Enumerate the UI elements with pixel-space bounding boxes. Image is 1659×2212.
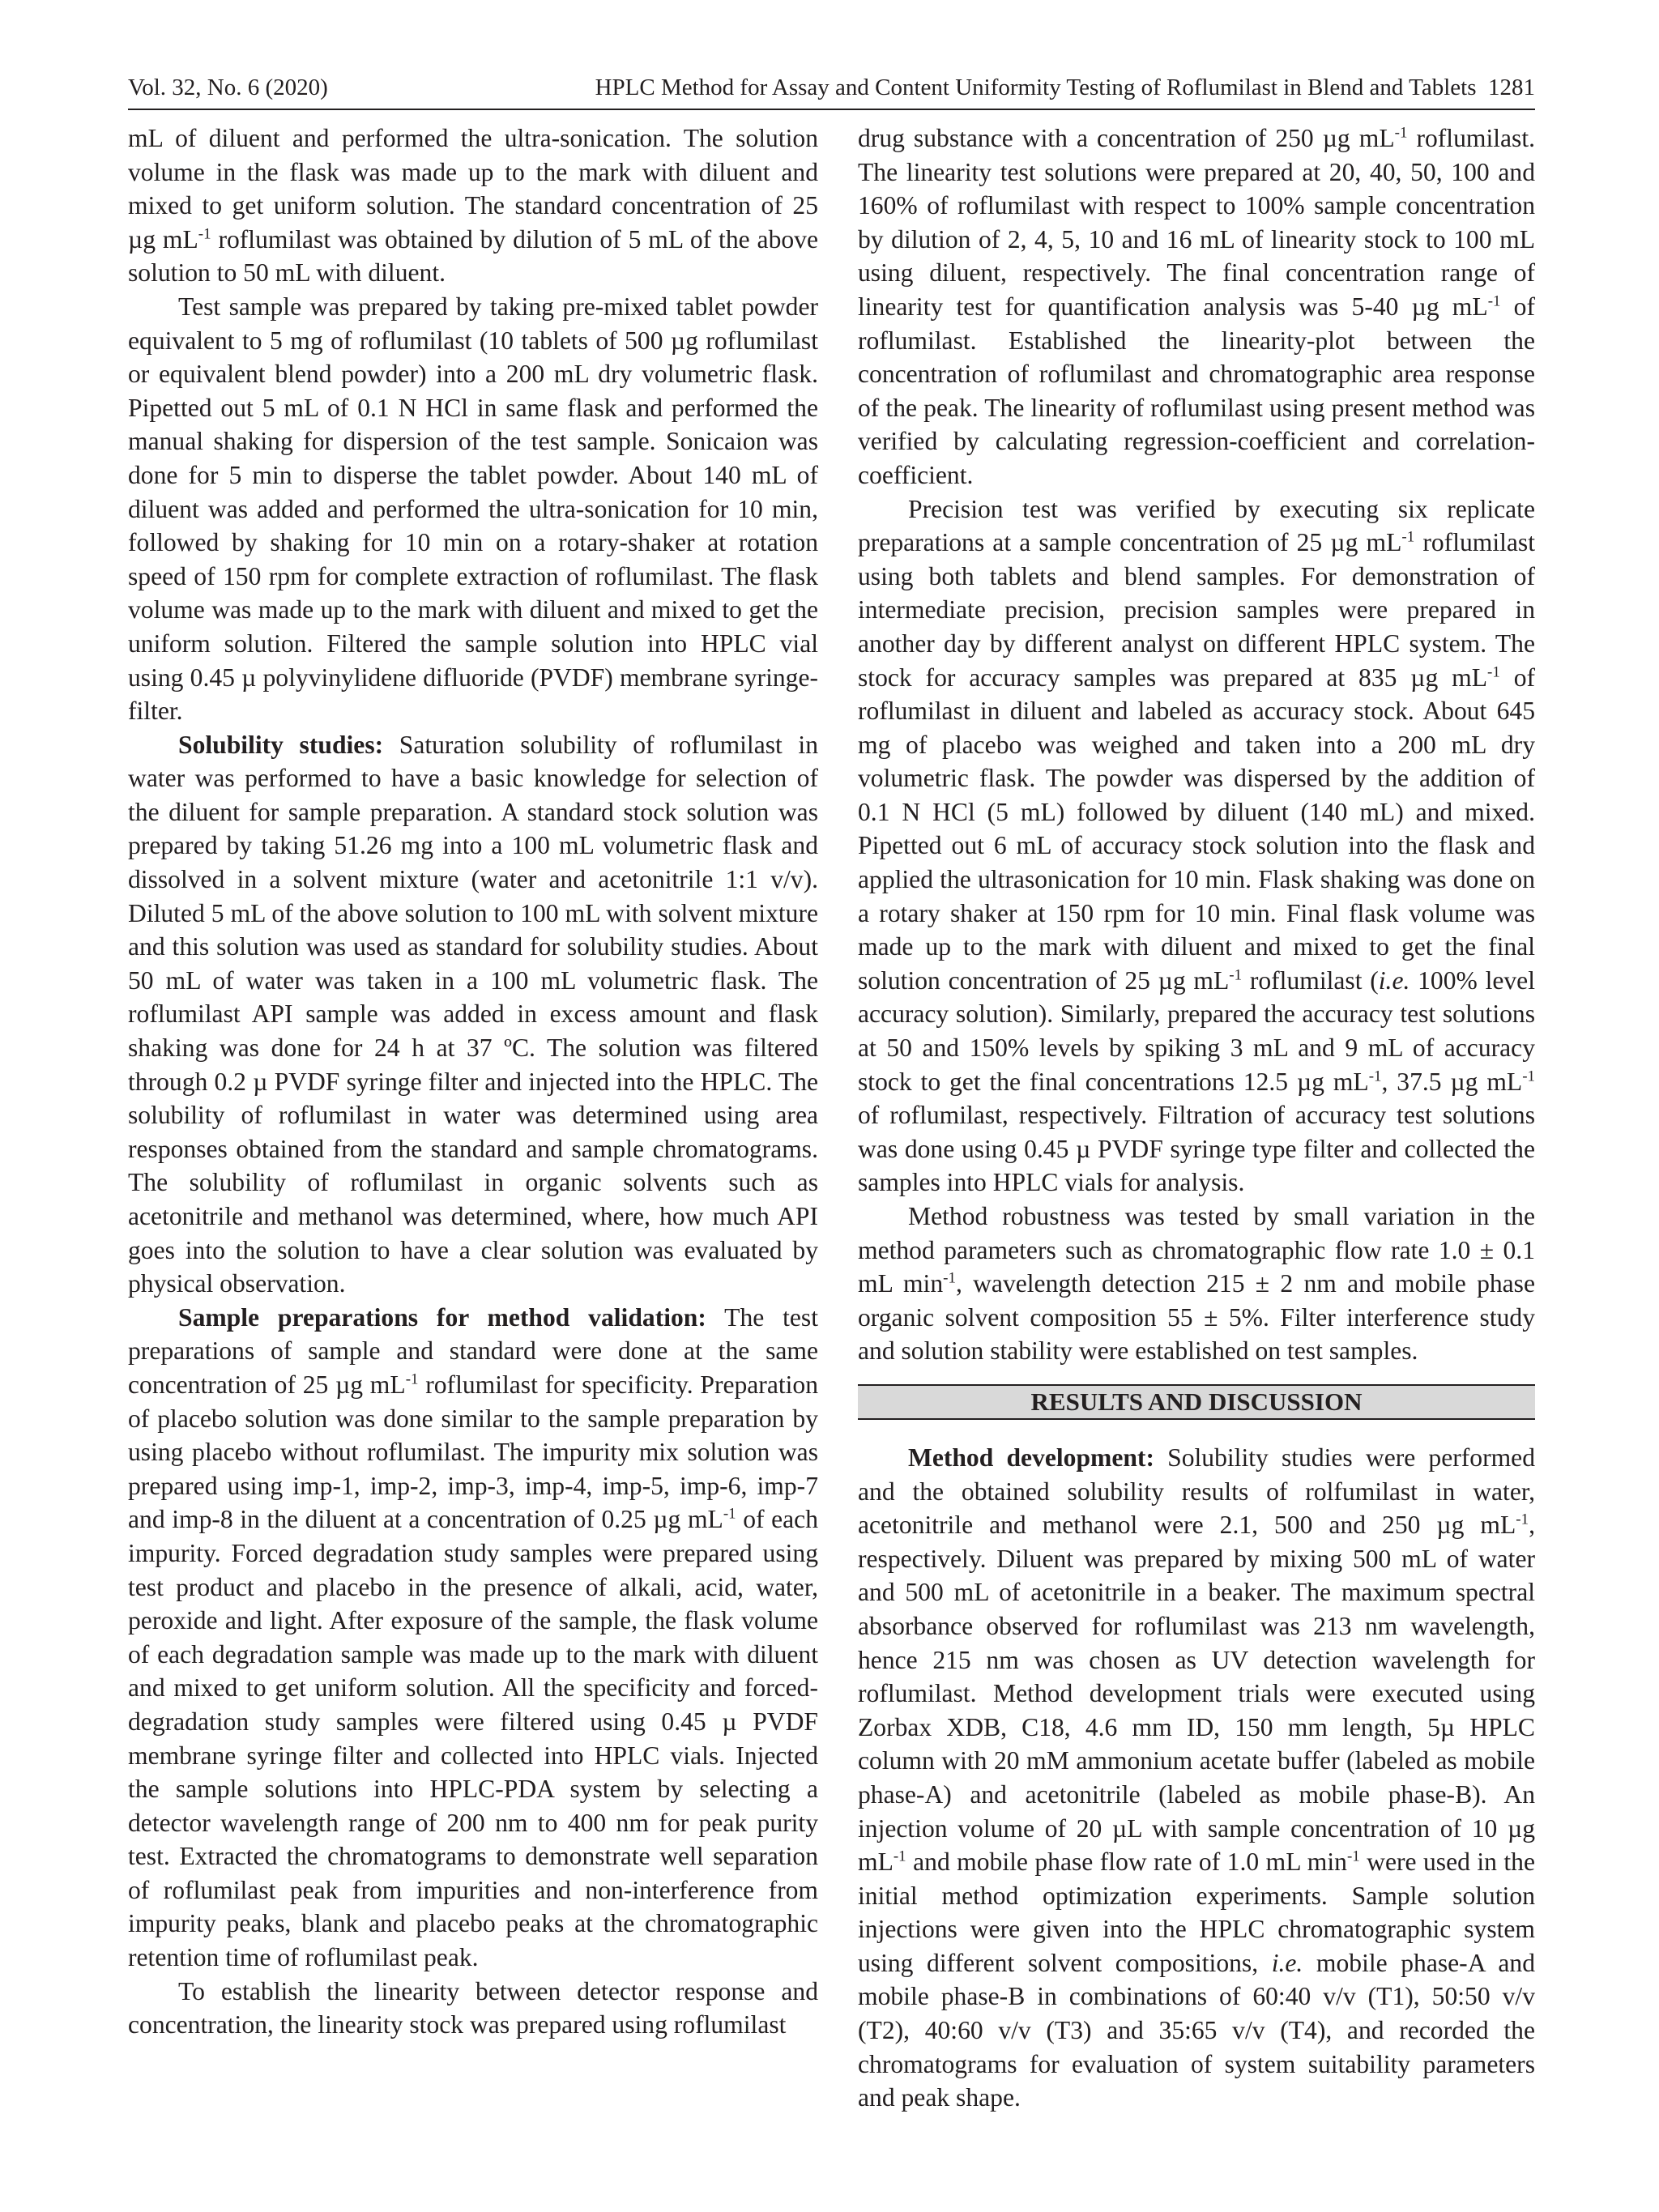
text-run: Saturation solubility of roflumilast in water was performed to have a basic knowledge for selection of the diluent for sample preparation. A standard stock solution was prepared by taking 51.26 mg into a 100 mL volumetric flask and dissolved in a solvent mixture (water and acetonitrile 1:1 v/v). Diluted 5 mL of the above solution to 100 mL with solvent mixture and this solution was used as standard for solubility studies. About 50 mL of water was taken in a 100 mL volumetric flask. The roflumilast API sample was added in excess amount and flask shaking was done for 24 h at 37 ºC. The solution was filtered through 0.2 µ PVDF syringe filter and injected into the HPLC. The solubility of roflumilast in water was determined using area responses obtained from the standard and sample chromatograms. The solubility of roflumilast in organic solvents such as acetonitrile and methanol was determined, where, how much API goes into the solution to have a clear solution was evaluated by physical observation.: [128, 730, 818, 1298]
text-run: , 37.5 µg mL: [1381, 1067, 1523, 1096]
text-run: drug substance with a concentration of 250 µg mL: [858, 124, 1395, 152]
paragraph: [128, 121, 818, 290]
section-heading: RESULTS AND DISCUSSION: [858, 1384, 1535, 1420]
running-title-text: HPLC Method for Assay and Content Uniformity Testing of Roflumilast in Blend and Tablets: [595, 75, 1477, 100]
text-run: , respectively. Diluent was prepared by mixing 500 mL of water and 500 mL of acetonitrile in a beaker. The maximum spectral absorbance observed for roflumilast was 213 nm wavelength, hence 215 nm was chosen as UV detection wavelength for roflumilast. Method development trials were executed using Zorbax XDB, C18, 4.6 mm ID, 150 mm length, 5µ HPLC column with 20 mM ammonium acetate buffer (labeled as mobile phase-A) and acetonitrile (labeled as mobile phase-B). An injection volume of 20 µL with sample concentration of 10 µg mL: [858, 1511, 1535, 1877]
superscript: -1: [1401, 528, 1415, 546]
page-number: 1281: [1488, 75, 1535, 100]
italic-text: i.e.: [1271, 1948, 1303, 1977]
paragraph: [858, 121, 1535, 492]
text-run: To establish the linearity between detector response and concentration, the linearity stock was prepared using roflumilast: [128, 1976, 818, 2039]
superscript: -1: [1368, 1068, 1382, 1085]
superscript: -1: [943, 1269, 956, 1287]
subsection-heading: Sample preparations for method validation:: [178, 1302, 706, 1332]
superscript: -1: [893, 1848, 906, 1865]
text-run: were used in the initial method optimization experiments. Sample solution injections were given into the HPLC chromatographic system using different solvent compositions,: [858, 1848, 1535, 1977]
text-run: of each impurity. Forced degradation study samples were prepared using test product and placebo in the presence of alkali, acid, water, peroxide and light. After exposure of the sample, the flask volume of each degradation sample was made up to the mark with diluent and mixed to get uniform solution. All the specificity and forced-degradation study samples were filtered using 0.45 µ PVDF membrane syringe filter and collected into HPLC vials. Injected the sample solutions into HPLC-PDA system by selecting a detector wavelength range of 200 nm to 400 nm for peak purity test. Extracted the chromatograms to demonstrate well separation of roflumilast peak from impurities and non-interference from impurity peaks, blank and placebo peaks at the chromatographic retention time of roflumilast peak.: [128, 1505, 819, 1972]
paragraph: [858, 1441, 1535, 2115]
paragraph: [858, 492, 1535, 1200]
superscript: -1: [1522, 1068, 1535, 1085]
paragraph: [128, 1975, 818, 2042]
running-head: [128, 71, 1535, 104]
superscript: -1: [723, 1505, 736, 1523]
subsection-heading: Solubility studies:: [178, 730, 384, 759]
text-run: roflumilast (: [1242, 965, 1379, 995]
superscript: -1: [1346, 1848, 1360, 1865]
text-run: roflumilast was obtained by dilution of 5 mL of the above solution to 50 mL with diluent.: [128, 224, 818, 288]
text-run: roflumilast using both tablets and blend samples. For demonstration of intermediate precision, precision samples were prepared in another day by different analyst on different HPLC system. The stock for accuracy samples was prepared at 835 µg mL: [858, 528, 1535, 692]
superscript: -1: [198, 225, 211, 243]
text-run: of roflumilast. Established the linearity-plot between the concentration of roflumilast and chromatographic area response of the peak. The linearity of roflumilast using present method was verified by calculating regression-coefficient and correlation-coefficient.: [858, 292, 1535, 489]
superscript: -1: [1229, 966, 1243, 984]
text-run: Method robustness was tested by small variation in the method parameters such as chromatographic flow rate 1.0 ± 0.1 mL min: [858, 1202, 1535, 1298]
superscript: -1: [1394, 124, 1408, 142]
superscript: -1: [1516, 1511, 1529, 1528]
text-run: mobile phase-A and mobile phase-B in combinations of 60:40 v/v (T1), 50:50 v/v (T2), 40:60 v/v (T3) and 35:65 v/v (T4), and recorded the chromatograms for evaluation of system suitability parameters and peak shape.: [858, 1948, 1535, 2112]
superscript: -1: [1487, 663, 1500, 680]
superscript: -1: [1487, 292, 1501, 310]
text-run: of roflumilast in diluent and labeled as accuracy stock. About 645 mg of placebo was weighed and taken into a 200 mL dry volumetric flask. The powder was dispersed by the addition of 0.1 N HCl (5 mL) followed by diluent (140 mL) and mixed. Pipetted out 6 mL of accuracy stock solution into the flask and applied the ultrasonication for 10 min. Flask shaking was done on a rotary shaker at 150 rpm for 10 min. Final flask volume was made up to the mark with diluent and mixed to get the final solution concentration of 25 µg mL: [858, 663, 1536, 995]
text-run: and mobile phase flow rate of 1.0 mL min: [906, 1848, 1347, 1877]
paragraph: [128, 1301, 818, 1975]
text-run: Test sample was prepared by taking pre-mixed tablet powder equivalent to 5 mg of roflumilast (10 tablets of 500 µg roflumilast or equivalent blend powder) into a 200 mL dry volumetric flask. Pipetted out 5 mL of 0.1 N HCl in same flask and performed the manual shaking for dispersion of the test sample. Sonicaion was done for 5 min to disperse the tablet powder. About 140 mL of diluent was added and performed the ultra-sonication for 10 min, followed by shaking for 10 min on a rotary-shaker at rotation speed of 150 rpm for complete extraction of roflumilast. The flask volume was made up to the mark with diluent and mixed to get the uniform solution. Filtered the sample solution into HPLC vial using 0.45 µ polyvinylidene difluoride (PVDF) membrane syringe-filter.: [128, 292, 818, 726]
text-run: Solubility studies were performed and the obtained solubility results of rolfumilast in water, acetonitrile and methanol were 2.1, 500 and 250 µg mL: [858, 1443, 1535, 1540]
volume-issue: Vol. 32, No. 6 (2020): [128, 75, 328, 100]
superscript: -1: [405, 1370, 419, 1388]
text-run: , wavelength detection 215 ± 2 nm and mobile phase organic solvent composition 55 ± 5%. Filter interference study and solution stability were established on test samples.: [858, 1269, 1535, 1366]
paragraph: [128, 728, 818, 1301]
text-run: of roflumilast, respectively. Filtration of accuracy test solutions was done using 0.45 µ PVDF syringe type filter and collected the samples into HPLC vials for analysis.: [858, 1101, 1535, 1197]
text-run: mL of diluent and performed the ultra-sonication. The solution volume in the flask was made up to the mark with diluent and mixed to get uniform solution. The standard concentration of 25 µg mL: [128, 124, 818, 254]
running-title: [595, 71, 1535, 104]
paragraph: [128, 290, 818, 728]
subsection-heading: Method development:: [908, 1443, 1154, 1472]
text-run: roflumilast for specificity. Preparation of placebo solution was done similar to the sample preparation by using placebo without roflumilast. The impurity mix solution was prepared using imp-1, imp-2, imp-3, imp-4, imp-5, imp-6, imp-7 and imp-8 in the diluent at a concentration of 0.25 µg mL: [128, 1370, 818, 1534]
paragraph: [858, 1200, 1535, 1368]
italic-text: i.e.: [1378, 965, 1410, 995]
text-run: 100% level accuracy solution). Similarly, prepared the accuracy test solutions at 50 and 150% levels by spiking 3 mL and 9 mL of accuracy stock to get the final concentrations 12.5 µg mL: [858, 965, 1535, 1096]
text-run: roflumilast. The linearity test solutions were prepared at 20, 40, 50, 100 and 160% of roflumilast with respect to 100% sample concentration by dilution of 2, 4, 5, 10 and 16 mL of linearity stock to 100 mL using diluent, respectively. The final concentration range of linearity test for quantification analysis was 5-40 µg mL: [858, 124, 1535, 321]
text-run: The test preparations of sample and standard were done at the same concentration of 25 µg mL: [128, 1302, 819, 1399]
left-column: [128, 121, 818, 2042]
header-rule: [128, 109, 1535, 110]
text-run: Precision test was verified by executing six replicate preparations at a sample concentration of 25 µg mL: [858, 494, 1535, 557]
right-column: [858, 121, 1535, 2115]
